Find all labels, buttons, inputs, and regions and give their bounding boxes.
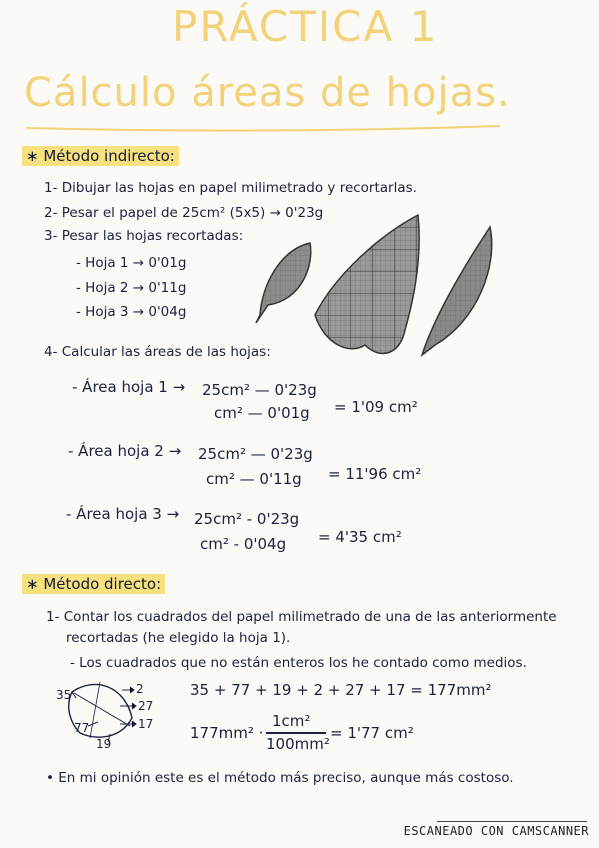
leaf-3-drawing [422, 227, 492, 355]
direct-step-1a: 1- Contar los cuadrados del papel milimetrado de una de las anteriormente [46, 609, 557, 625]
area-2-label: - Área hoja 2 → [68, 442, 182, 460]
area-2-line1: 25cm² — 0'23g [198, 445, 313, 463]
area-3-line1: 25cm² - 0'23g [194, 510, 300, 528]
indirect-step-2: 2- Pesar el papel de 25cm² (5x5) → 0'23g [44, 205, 324, 221]
direct-step-1b: recortadas (he elegido la hoja 1). [66, 630, 291, 646]
leaf-2-drawing [315, 215, 419, 353]
diagram-label-a: 35 [56, 688, 72, 702]
area-1-result: = 1'09 cm² [334, 398, 418, 416]
conversion-numerator: 1cm² [272, 712, 311, 730]
indirect-step-3: 3- Pesar las hojas recortadas: [44, 228, 244, 244]
opinion-text: • En mi opinión este es el método más preciso, aunque más costoso. [46, 770, 514, 786]
conversion-result: = 1'77 cm² [330, 724, 414, 742]
area-2-line2: cm² — 0'11g [206, 470, 302, 488]
indirect-heading: ∗ Método indirecto: [22, 146, 179, 166]
page-title: PRÁCTICA 1 [172, 2, 439, 51]
area-1-line2: cm² — 0'01g [214, 404, 310, 422]
leaf-1-drawing [256, 243, 311, 323]
direct-heading: ∗ Método directo: [22, 574, 165, 594]
conversion-denominator: 100mm² [266, 735, 330, 753]
diagram-label-d: 77 [74, 721, 90, 735]
leaf-3-weight: - Hoja 3 → 0'04g [76, 304, 187, 320]
subtitle-underline [24, 120, 504, 134]
diagram-label-f: 19 [96, 737, 112, 751]
leaf-2-weight: - Hoja 2 → 0'11g [76, 280, 187, 296]
indirect-step-4: 4- Calcular las áreas de las hojas: [44, 344, 271, 360]
area-1-line1: 25cm² — 0'23g [202, 381, 317, 399]
direct-step-1c: - Los cuadrados que no están enteros los he contado como medios. [70, 655, 527, 671]
conversion-left: 177mm² · [190, 724, 264, 742]
footer-rule [437, 821, 587, 822]
diagram-label-c: 27 [138, 699, 154, 713]
area-3-label: - Área hoja 3 → [66, 505, 180, 523]
area-3-result: = 4'35 cm² [318, 528, 402, 546]
page-subtitle: Cálculo áreas de hojas. [24, 70, 511, 116]
square-sum: 35 + 77 + 19 + 2 + 27 + 17 = 177mm² [190, 681, 492, 699]
leaf-drawings [240, 205, 500, 365]
area-1-label: - Área hoja 1 → [72, 378, 186, 396]
diagram-label-b: 2 [136, 682, 144, 696]
area-3-line2: cm² - 0'04g [200, 535, 287, 553]
indirect-step-1: 1- Dibujar las hojas en papel milimetrado y recortarlas. [44, 180, 417, 196]
scanner-footer: ESCANEADO CON CAMSCANNER [403, 824, 589, 838]
leaf-1-weight: - Hoja 1 → 0'01g [76, 255, 187, 271]
diagram-label-e: 17 [138, 717, 154, 731]
area-2-result: = 11'96 cm² [328, 465, 422, 483]
fraction-bar [266, 732, 326, 734]
